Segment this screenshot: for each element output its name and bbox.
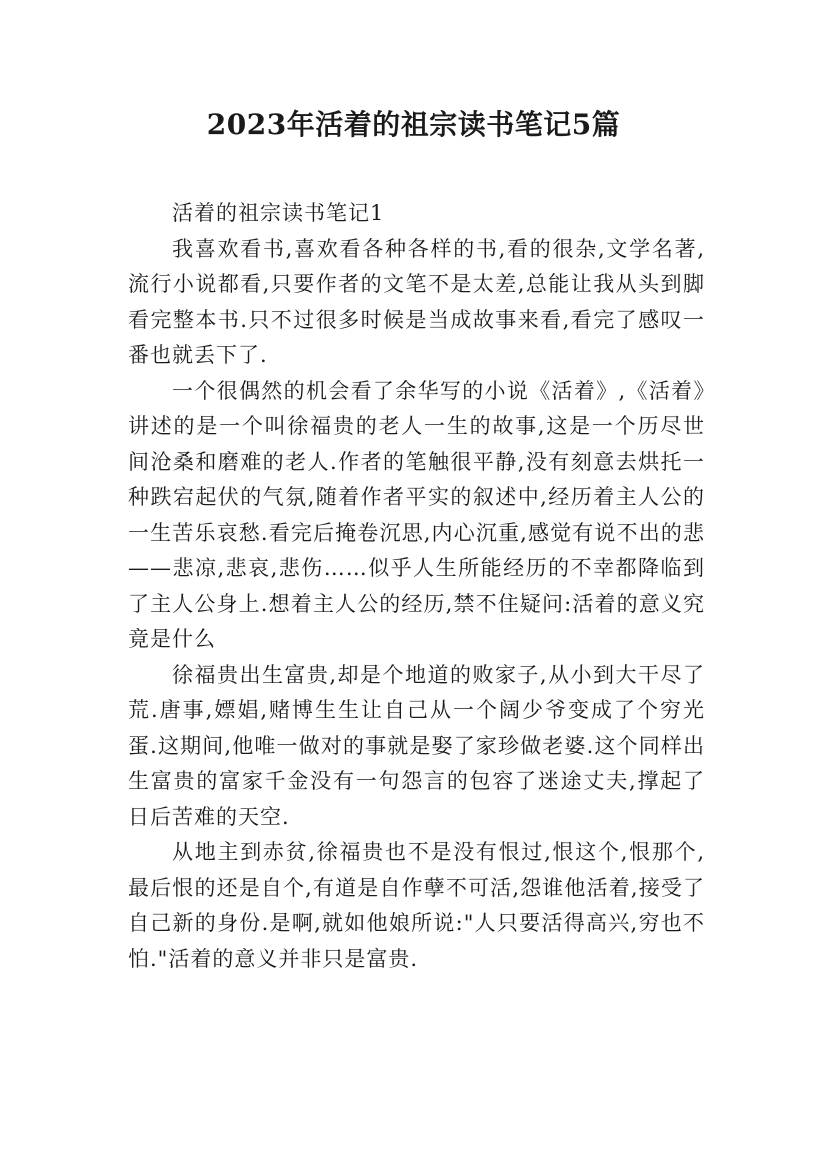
paragraph: 徐福贵出生富贵,却是个地道的败家子,从小到大干尽了荒.唐事,嫖娼,赌博生生让自己从一个阔少爷变成了个穷光蛋.这期间,他唯一做对的事就是娶了家珍做老婆.这个同样出生富贵的富家千金没有一句怨言的包容了迷途丈夫,撑起了日后苦难的天空. [128, 662, 705, 829]
document-body [128, 196, 705, 977]
paragraph: 从地主到赤贫,徐福贵也不是没有恨过,恨这个,恨那个,最后恨的还是自个,有道是自作孽不可活,怨谁他活着,接受了自己新的身份.是啊,就如他娘所说:"人只要活得高兴,穷也不怕."活着的意义并非只是富贵. [128, 840, 705, 971]
paragraph: 一个很偶然的机会看了余华写的小说《活着》,《活着》讲述的是一个叫徐福贵的老人一生的故事,这是一个历尽世间沧桑和磨难的老人.作者的笔触很平静,没有刻意去烘托一种跌宕起伏的气氛,随着作者平实的叙述中,经历着主人公的一生苦乐哀愁.看完后掩卷沉思,内心沉重,感觉有说不出的悲——悲凉,悲哀,悲伤……似乎人生所能经历的不幸都降临到了主人公身上.想着主人公的经历,禁不住疑问:活着的意义究竟是什么 [128, 378, 705, 651]
section-heading: 活着的祖宗读书笔记1 [172, 201, 385, 225]
paragraph: 我喜欢看书,喜欢看各种各样的书,看的很杂,文学名著,流行小说都看,只要作者的文笔不是太差,总能让我从头到脚看完整本书.只不过很多时候是当成故事来看,看完了感叹一番也就丢下了. [128, 236, 705, 367]
document-title: 2023年活着的祖宗读书笔记5篇 [206, 108, 621, 141]
